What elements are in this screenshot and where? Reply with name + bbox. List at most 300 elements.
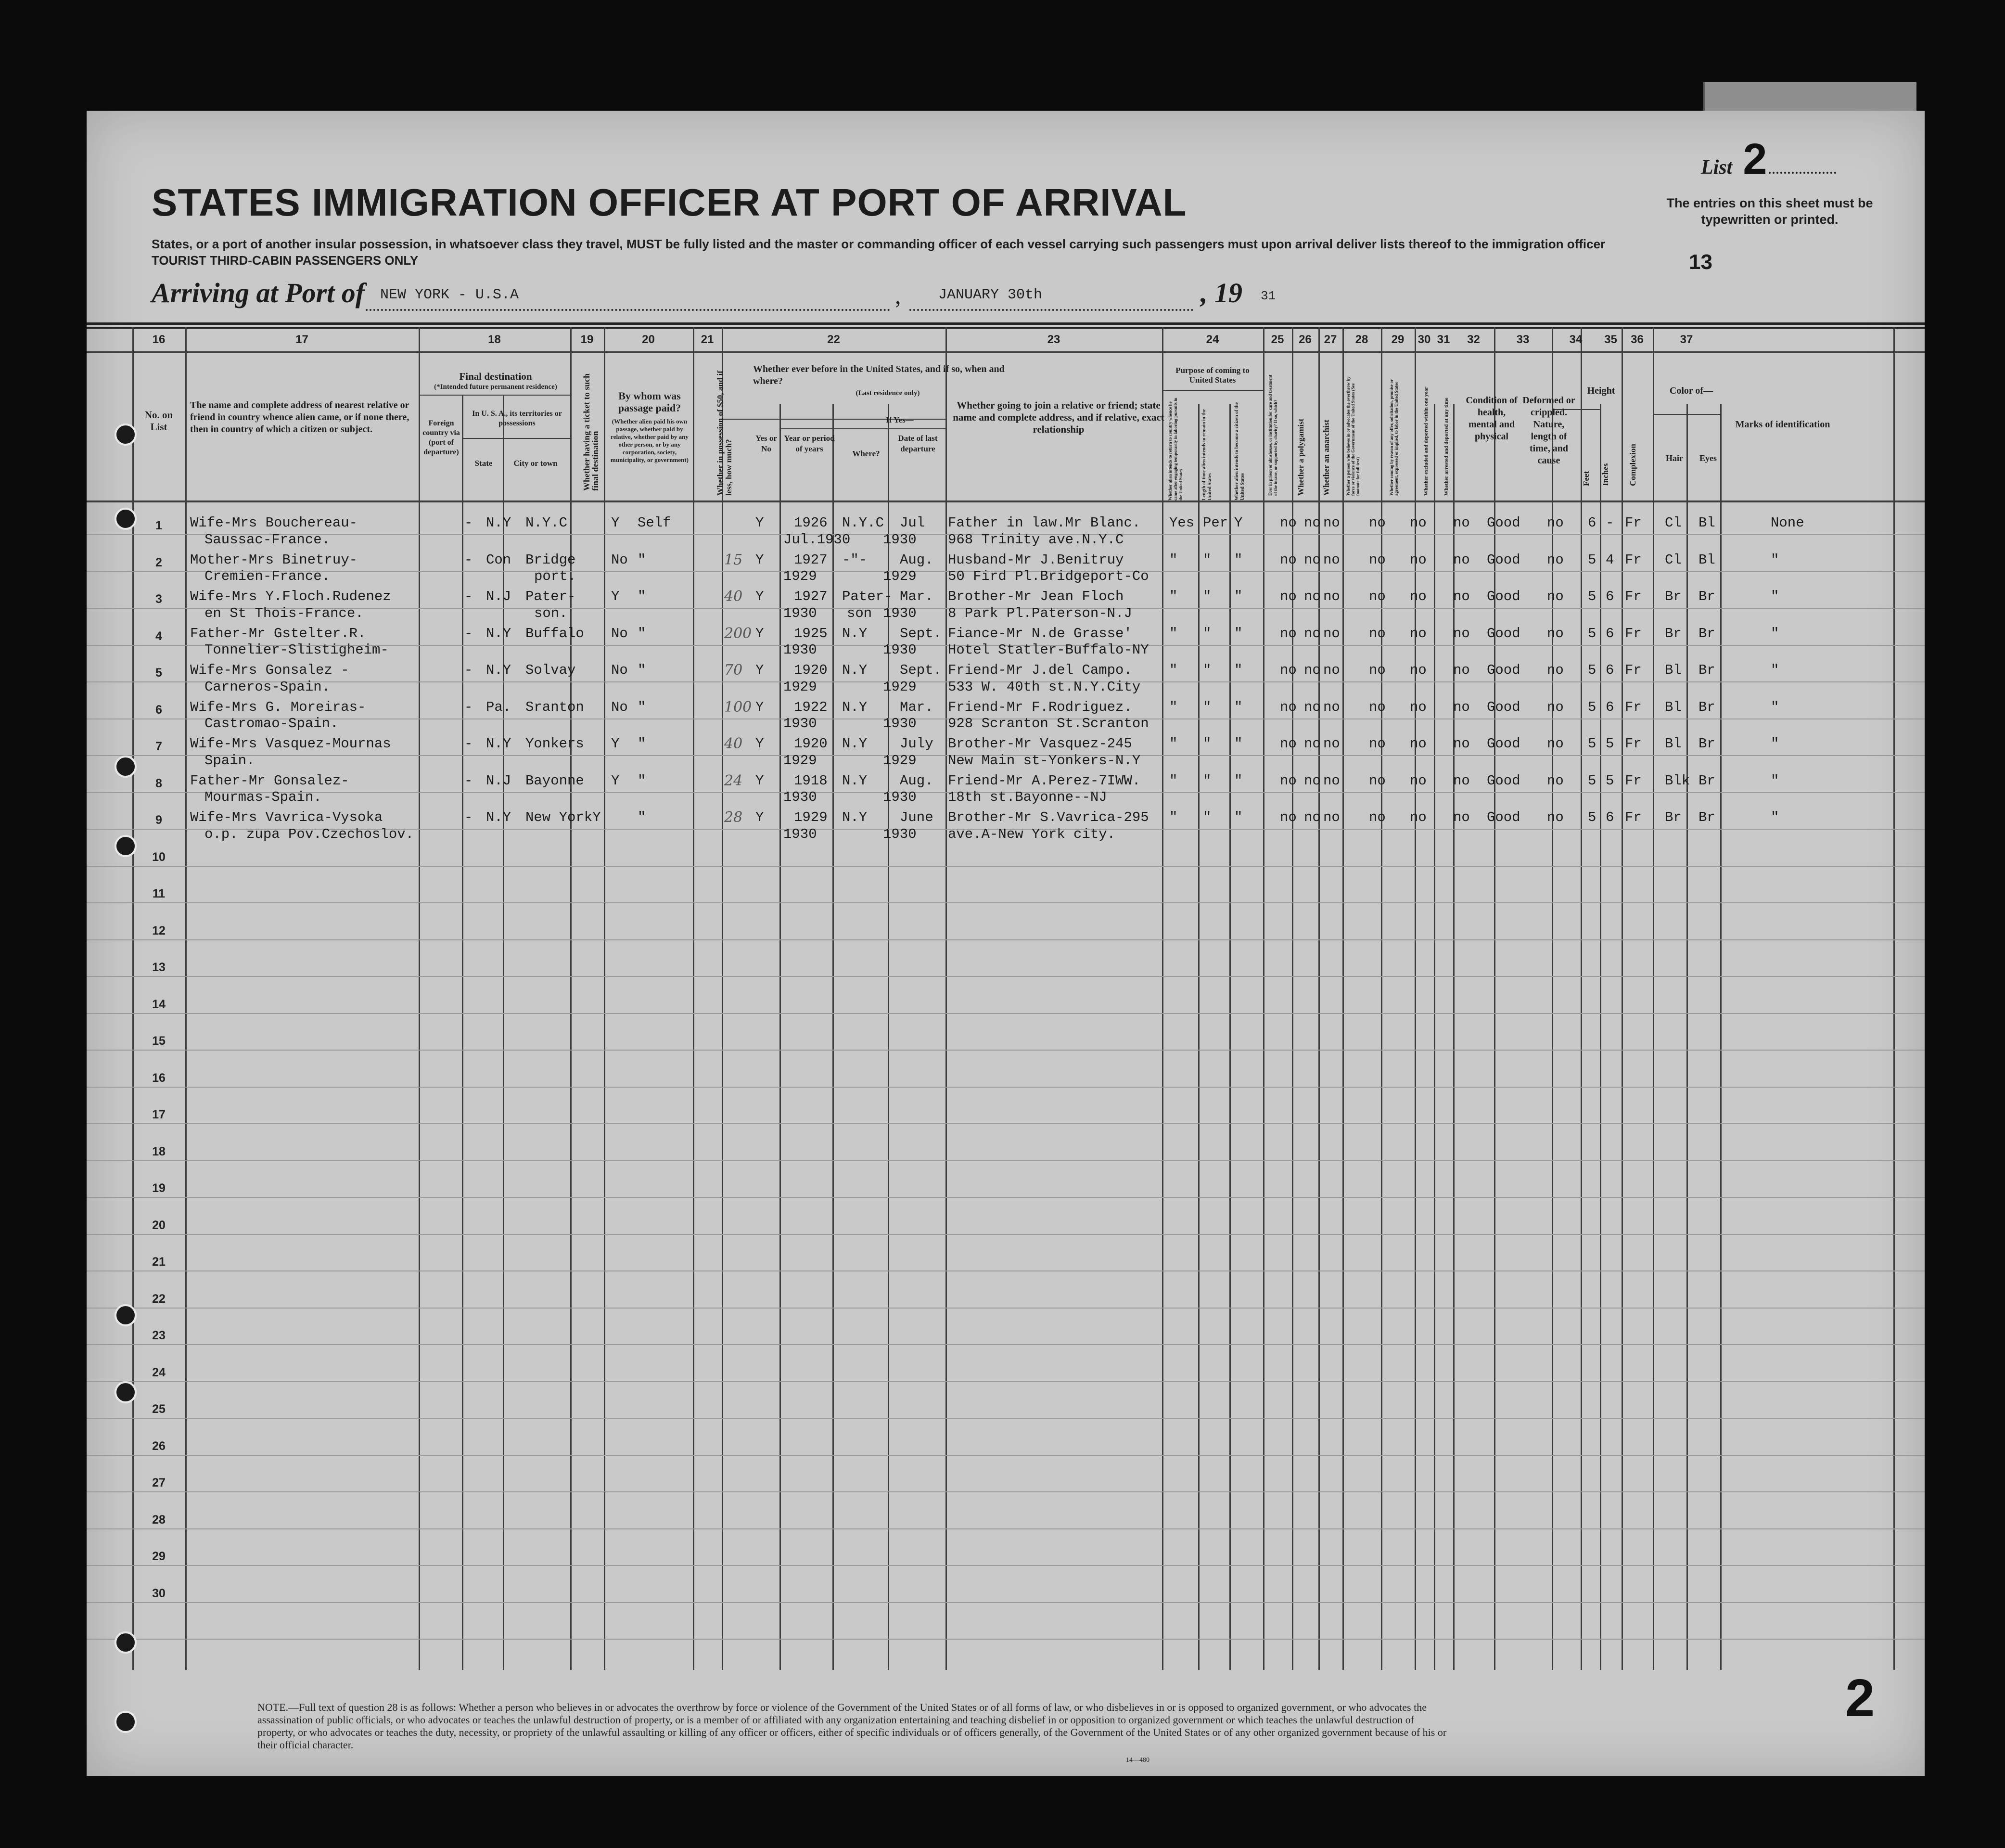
cell-inches: 6 xyxy=(1606,625,1614,642)
cell-rel2: Mourmas-Spain. xyxy=(204,789,322,806)
cell-feet: 5 xyxy=(1588,699,1596,715)
column-rule xyxy=(1686,404,1688,1670)
cell-c30: no xyxy=(1453,625,1470,642)
column-number: 21 xyxy=(701,333,714,346)
cell-feet: 5 xyxy=(1588,552,1596,568)
column-rule xyxy=(185,327,187,1670)
subheader-rule xyxy=(419,395,570,396)
row-rule xyxy=(87,1418,1925,1419)
cell-c27: no xyxy=(1323,662,1340,678)
cell-dep2: 1929 xyxy=(883,568,917,585)
cell-p2: " xyxy=(1203,736,1212,752)
cell-dep2: 1930 xyxy=(883,605,917,621)
cell-join2: 928 Scranton St.Scranton xyxy=(948,716,1149,732)
header-ticket: Whether having a ticket to such final destination xyxy=(582,373,600,491)
header-if-yes: If Yes— xyxy=(886,415,914,424)
cell-yr1: 1927 xyxy=(794,589,828,604)
cell-c30: no xyxy=(1453,809,1470,825)
cell-join2: ave.A-New York city. xyxy=(948,826,1116,842)
binder-hole xyxy=(115,835,137,857)
cell-p2: " xyxy=(1203,589,1212,604)
cell-hair: Br xyxy=(1665,625,1682,642)
cell-city1: New YorkY xyxy=(525,809,601,825)
row-number: 6 xyxy=(155,703,162,717)
row-number: 10 xyxy=(152,850,166,864)
row-number: 5 xyxy=(155,666,162,680)
row-rule xyxy=(87,976,1925,977)
cell-paid: " xyxy=(638,809,646,825)
column-rule xyxy=(419,327,420,1670)
column-rule xyxy=(832,404,834,1670)
row-number: 1 xyxy=(155,519,162,532)
cell-yr2: 1929 xyxy=(783,679,817,695)
row-number: 4 xyxy=(155,629,162,643)
cell-rel1: Father-Mr Gstelter.R. xyxy=(190,625,366,642)
binder-hole xyxy=(115,508,137,530)
cell-join1: Friend-Mr F.Rodriguez. xyxy=(948,699,1132,715)
cell-p2: " xyxy=(1203,662,1212,678)
page-mark: 2 xyxy=(1845,1668,1875,1728)
cell-yr2: 1929 xyxy=(783,568,817,585)
cell-dep1: Aug. xyxy=(900,772,933,789)
cell-c25: no xyxy=(1280,736,1297,752)
header-city: City or town xyxy=(513,459,558,468)
cell-p2: Per xyxy=(1203,515,1228,531)
cell-c27: no xyxy=(1323,772,1340,789)
header-yes-no: Yes or No xyxy=(755,434,777,453)
cell-yr2: 1930 xyxy=(783,642,817,658)
cell-inches: 5 xyxy=(1606,772,1614,789)
cell-city2: port. xyxy=(534,568,576,585)
cell-p2: " xyxy=(1203,625,1212,642)
cell-p1: " xyxy=(1169,662,1178,678)
cell-paid: " xyxy=(638,736,646,752)
cell-paid: " xyxy=(638,662,646,678)
row-rule xyxy=(87,1639,1925,1640)
column-rule xyxy=(503,395,504,1670)
row-number: 19 xyxy=(152,1181,166,1195)
cell-c28: no xyxy=(1369,772,1386,789)
cell-p2: " xyxy=(1203,699,1212,715)
row-number: 23 xyxy=(152,1329,166,1342)
header-before-us: Whether ever before in the United States, and if so, when and where? (Last residence only) xyxy=(753,364,1005,397)
cell-where1: N.Y xyxy=(842,699,868,715)
row-number: 20 xyxy=(152,1218,166,1232)
cell-marks: " xyxy=(1771,736,1779,752)
cell-c26: no xyxy=(1304,552,1321,568)
cell-yn: Y xyxy=(755,699,764,715)
cell-feet: 5 xyxy=(1588,662,1596,678)
cell-paid: " xyxy=(638,552,646,568)
cell-where1: N.Y xyxy=(842,662,868,678)
cell-city1: Pater- xyxy=(525,589,576,604)
row-rule xyxy=(87,1381,1925,1382)
cell-deformed: no xyxy=(1547,736,1564,752)
column-number: 26 xyxy=(1299,333,1312,346)
row-rule xyxy=(87,1270,1925,1271)
cell-c29: no xyxy=(1410,736,1427,752)
row-rule xyxy=(87,939,1925,940)
cell-yn: Y xyxy=(755,662,764,678)
row-rule xyxy=(87,1050,1925,1051)
cell-health: Good xyxy=(1487,589,1520,604)
column-rule xyxy=(1622,327,1623,1670)
cell-rel2: Tonnelier-Slistigheim- xyxy=(204,642,389,658)
cell-p3: " xyxy=(1234,699,1243,715)
row-rule xyxy=(87,1234,1925,1235)
list-value: 2 xyxy=(1743,135,1767,183)
row-rule xyxy=(87,1602,1925,1603)
cell-dep2: 1929 xyxy=(883,679,917,695)
cell-c30: no xyxy=(1453,772,1470,789)
cell-yn: Y xyxy=(755,515,764,531)
cell-c25: no xyxy=(1280,772,1297,789)
cell-eyes: Br xyxy=(1699,699,1715,715)
header-hair: Hair xyxy=(1666,453,1683,463)
cell-feet: 5 xyxy=(1588,736,1596,752)
row-rule xyxy=(87,1455,1925,1456)
column-number: 22 xyxy=(827,333,840,346)
cell-health: Good xyxy=(1487,662,1520,678)
column-rule xyxy=(945,327,947,1670)
column-number: 23 xyxy=(1047,333,1060,346)
cell-state: N.Y xyxy=(486,662,511,678)
cell-c27: no xyxy=(1323,552,1340,568)
cell-rel2: Carneros-Spain. xyxy=(204,679,331,695)
header-color-of: Color of— xyxy=(1669,385,1713,396)
cell-health: Good xyxy=(1487,809,1520,825)
column-rule xyxy=(1893,327,1895,1670)
cell-yr1: 1925 xyxy=(794,625,828,642)
cell-feet: 5 xyxy=(1588,589,1596,604)
cell-state: Pa. xyxy=(486,699,511,715)
column-rule xyxy=(1720,404,1722,1670)
column-number: 20 xyxy=(642,333,655,346)
cell-c28: no xyxy=(1369,809,1386,825)
row-rule xyxy=(87,1123,1925,1124)
header-money: Whether in possession of $50, and if less, how much? xyxy=(715,371,733,496)
cell-join1: Brother-Mr Vasquez-245 xyxy=(948,736,1132,752)
row-number: 8 xyxy=(155,776,162,790)
binder-hole xyxy=(115,1304,137,1326)
column-number: 34 xyxy=(1569,333,1583,346)
header-purpose-length: Length of time alien intends to remain in the United States xyxy=(1201,409,1213,500)
cell-join1: Friend-Mr A.Perez-7IWW. xyxy=(948,772,1141,789)
cell-rel1: Wife-Mrs Gonsalez - xyxy=(190,662,349,678)
cell-c25: no xyxy=(1280,552,1297,568)
cell-health: Good xyxy=(1487,736,1520,752)
cell-complexion: Fr xyxy=(1625,772,1642,789)
cell-p1: " xyxy=(1169,772,1178,789)
header-date-last-departure: Date of last departure xyxy=(898,434,938,453)
cell-c30: no xyxy=(1453,736,1470,752)
cell-dep2: 1930 xyxy=(883,716,917,732)
header-where: Where? xyxy=(852,449,880,458)
column-number: 29 xyxy=(1391,333,1405,346)
cell-where1: N.Y xyxy=(842,736,868,752)
column-rule xyxy=(722,327,723,1670)
cell-feet: 5 xyxy=(1588,809,1596,825)
cell-c29: no xyxy=(1410,552,1427,568)
row-number: 16 xyxy=(152,1071,166,1085)
cell-dep2: 1930 xyxy=(883,531,917,548)
cell-c28: no xyxy=(1369,589,1386,604)
cell-eyes: Bl xyxy=(1699,552,1715,568)
row-number: 28 xyxy=(152,1513,166,1527)
cell-city1: Solvay xyxy=(525,662,576,678)
cell-city1: Bridge xyxy=(525,552,576,568)
column-rule xyxy=(1581,327,1582,1670)
manifest-sheet: List 2 STATES IMMIGRATION OFFICER AT PORT OF ARRIVAL The entries on this sheet must be typewritten or printed. States, or a port of another insular possession, in whatsoever class they travel, MUST be fully listed and the master or commanding officer of each vessel carrying such passengers must upon arrival deliver lists thereof to the immigration officer TOURIST THIRD-CABIN PASSENGERS ONLY 13 Arriving at Port of NEW YORK - U.S.A , JANUARY 30th , 19 31 16 17 18 19 20 21 22 23 24 25 26 27 28 29 30 31 32 33 34 35 36 37 No. on List The name and complete address of nearest relative or friend in country whence alien came, or if none there, then in country of which a citizen or subject. Final destination (*Intended future permanent residence) Foreign country via (port of departure) In U. S. A., its territories or possessions State City or town Whether having a ticket to such final destination By whom was passage paid? (Whether alien paid his own passage, whether paid by relative, whether paid by any other person, or by any corporation, society, municipality, or government) Whether in possession of $50, and if less, how much? Whether ever before in the United States, and if so, when and where? (Last residence only) Yes or No If Yes— Year or period of years Where? Date of last departure Whether going to join a relative or friend; state name and complete address, and if relative, exact relationship Purpose of coming to United States Whether alien intends to return to country whence he came after engaging temporarily in laboring pursuits in the United States Length of time alien intends to remain in the United States Whether alien intends to become a citizen of the United States Ever in prison or almshouse, or institution for care and treatment of the insane, or supported by charity? If so, which? Whether a polygamist Whether an anarchist Whether a person who believes in or advocates the overthrow by force or violence of the Government of the United States (See footnote for full text) Whether coming by reason of any offer, solicitation, promise or agreement, expressed or implied, to labor in the United States Whether excluded and deported within one year Whether arrested and deported at any time Condition of health, mental and physical Deformed or crippled. Nature, length of time, and cause Height Feet Inches Complexion Color of— Hair Eyes Marks of identification 1 2 3 4 5 6 7 8 9 10 11 12 13 14 15 16 17 18 19 20 21 22 23 24 25 26 27 28 29 30 Wife-Mrs Bouchereau- Saussac-France. - N.Y N.Y.C Y Self Y 1926 Jul.1930 N.Y.C Jul 1930 Father in law.Mr Blanc. 968 Trinity ave.N.Y.C Yes Per Y no no no no no no Good no 6 - Fr Cl Bl None Mother-Mrs Binetruy- Cremien-France. - Con Bridge port. No " 15 Y 1927 1929 -"- Aug. 1929 Husband-Mr J.Benitruy 50 Fird Pl.Bridgeport-Co " " " no no no no no no Good no 5 4 Fr Cl Bl " Wife-Mrs Y.Floch.Rudenez en St Thois-France. - N.J Pater- son. Y " 40 Y 1927 1930 Pater- son Mar. 1930 Brother-Mr Jean Floch 8 Park Pl.Paterson-N.J " " " no no no no no no Good no 5 6 Fr Br Br " Father-Mr Gstelter.R. Tonnelier-Slistigheim- - N.Y Buffalo No " 200 Y 1925 1930 N.Y Sept. 1930 Fiance-Mr N.de Grasse' Hotel Statler-Buffalo-NY " " " no no no no no no Good no 5 6 Fr Br Br " Wife-Mrs Gonsalez - Carneros-Spain. - N.Y Solvay No " 70 Y 1920 1929 N.Y Sept. 1929 Friend-Mr J.del Campo. 533 W. 40th st.N.Y.City " " " no no no no no no Good no 5 6 Fr Bl Br " Wife-Mrs G. Moreiras- Castromao-Spain. - Pa. Sranton No " 100 Y 1922 1930 N.Y Mar. 1930 Friend-Mr F.Rodriguez. 928 Scranton St.Scranton " " " no no no no no no Good no 5 6 Fr Bl Br " Wife-Mrs Vasquez-Mournas Spain. - N.Y Yonkers Y " 40 Y 1920 1929 N.Y July 1929 Brother-Mr Vasquez-245 New Main st-Yonkers-N.Y " " " no no no no no no Good no 5 5 Fr Bl Br " Father-Mr Gonsalez- Mourmas-Spain. - N.J Bayonne Y " 24 Y 1918 1930 N.Y Aug. 1930 Friend-Mr A.Perez-7IWW. 18th st.Bayonne--NJ " " " no no no no no no Good no 5 5 Fr Blk Br " Wife-Mrs Vavrica-Vysoka o.p. zupa Pov.Czechoslov. - N.Y New YorkY " 28 Y 1929 1930 N.Y June 1930 Brother-Mr S.Vavrica-295 ave.A-New York city. " " " no no no no no no Good no 5 6 Fr Br Br " NOTE.—Full text of question 28 is as follows: Whether a person who believes in or advocates the overthrow by force or violence of the Government of the United States or of all forms of law, or who disbelieves in or is opposed to organized government, or who advocates the assassination of public officials, or who advocates or teaches the unlawful destruction of property, or is a member of or affiliated with any organization entertaining and teaching disbelief in or opposition to organized government or which teaches the unlawful destruction of property, or who advocates or teaches the duty, necessity, or propriety of the unlawful assaulting or killing of any officer or officers, either of specific individuals or of officers generally, of the Government of the United States or of any other organized government because of his or their official character. 14—480 2 xyxy=(87,111,1925,1776)
cell-complexion: Fr xyxy=(1625,552,1642,568)
cell-dep1: Sept. xyxy=(900,662,942,678)
column-rule xyxy=(693,327,694,1670)
row-number: 25 xyxy=(152,1402,166,1416)
cell-p3: " xyxy=(1234,736,1243,752)
cell-complexion: Fr xyxy=(1625,736,1642,752)
cell-p3: " xyxy=(1234,625,1243,642)
cell-join1: Brother-Mr S.Vavrica-295 xyxy=(948,809,1149,825)
cell-c26: no xyxy=(1304,662,1321,678)
cell-money: 200 xyxy=(724,625,752,642)
column-rule xyxy=(1342,327,1344,1670)
cell-rel2: Cremien-France. xyxy=(204,568,331,585)
cell-rel1: Wife-Mrs Y.Floch.Rudenez xyxy=(190,589,391,604)
cell-c29: no xyxy=(1410,809,1427,825)
cell-rel1: Mother-Mrs Binetruy- xyxy=(190,552,358,568)
cell-c26: no xyxy=(1304,625,1321,642)
cell-c26: no xyxy=(1304,515,1321,531)
binder-hole xyxy=(115,1711,137,1733)
cell-c29: no xyxy=(1410,589,1427,604)
column-number: 19 xyxy=(580,333,594,346)
cell-state: N.J xyxy=(486,589,511,604)
cell-p1: " xyxy=(1169,736,1178,752)
sheet-number: 13 xyxy=(1689,250,1712,274)
cell-c30: no xyxy=(1453,699,1470,715)
cell-c27: no xyxy=(1323,589,1340,604)
cell-c25: no xyxy=(1280,625,1297,642)
cell-c26: no xyxy=(1304,736,1321,752)
header-joining: Whether going to join a relative or friend; state name and complete address, and if relative, exact relationship xyxy=(953,399,1164,435)
header-no-on-list: No. on List xyxy=(144,409,173,433)
cell-complexion: Fr xyxy=(1625,809,1642,825)
header-inches: Inches xyxy=(1601,463,1610,486)
cell-dep2: 1930 xyxy=(883,789,917,806)
column-rule xyxy=(779,404,781,1670)
cell-dep1: July xyxy=(900,736,933,752)
cell-join2: 533 W. 40th st.N.Y.City xyxy=(948,679,1141,695)
binder-hole xyxy=(115,1381,137,1403)
cell-c26: no xyxy=(1304,589,1321,604)
row-number: 11 xyxy=(152,887,166,900)
cell-feet: 5 xyxy=(1588,772,1596,789)
column-rule xyxy=(1263,327,1264,1670)
cell-p1: " xyxy=(1169,589,1178,604)
cell-join1: Fiance-Mr N.de Grasse' xyxy=(948,625,1132,642)
cell-complexion: Fr xyxy=(1625,625,1642,642)
cell-c28: no xyxy=(1369,625,1386,642)
cell-foreign: - xyxy=(464,699,473,715)
cell-where1: N.Y xyxy=(842,772,868,789)
cell-deformed: no xyxy=(1547,699,1564,715)
cell-c30: no xyxy=(1453,662,1470,678)
form-title: STATES IMMIGRATION OFFICER AT PORT OF ARRIVAL xyxy=(152,181,1187,224)
cell-where1: N.Y xyxy=(842,809,868,825)
cell-inches: 6 xyxy=(1606,809,1614,825)
cell-rel1: Wife-Mrs Vasquez-Mournas xyxy=(190,736,391,752)
cell-foreign: - xyxy=(464,589,473,604)
cell-feet: 5 xyxy=(1588,625,1596,642)
cell-ticket: Y xyxy=(611,772,620,789)
cell-paid: " xyxy=(638,589,646,604)
cell-yr1: 1922 xyxy=(794,699,828,715)
cell-marks: " xyxy=(1771,699,1779,715)
header-condition: Condition of health, mental and physical xyxy=(1466,395,1518,442)
cell-deformed: no xyxy=(1547,589,1564,604)
cell-yr2: 1930 xyxy=(783,826,817,842)
cell-city1: N.Y.C xyxy=(525,515,568,531)
cell-c30: no xyxy=(1453,589,1470,604)
cell-yr2: 1930 xyxy=(783,716,817,732)
cell-c29: no xyxy=(1410,515,1427,531)
cell-c30: no xyxy=(1453,552,1470,568)
cell-hair: Br xyxy=(1665,809,1682,825)
row-rule xyxy=(87,902,1925,903)
cell-rel1: Father-Mr Gonsalez- xyxy=(190,772,349,789)
cell-hair: Bl xyxy=(1665,736,1682,752)
header-q31: Whether arrested and deported at any time xyxy=(1443,398,1449,496)
row-number: 27 xyxy=(152,1476,166,1489)
cell-join2: 8 Park Pl.Paterson-N.J xyxy=(948,605,1132,621)
column-rule xyxy=(462,395,463,1670)
header-purpose-return: Whether alien intends to return to country whence he came after engaging temporarily in laboring pursuits in the United States xyxy=(1168,398,1183,500)
cell-rel2: Saussac-France. xyxy=(204,531,331,548)
column-rule xyxy=(1162,327,1163,1670)
cell-hair: Blk xyxy=(1665,772,1690,789)
cell-p1: " xyxy=(1169,625,1178,642)
column-number: 32 xyxy=(1467,333,1480,346)
cell-join1: Friend-Mr J.del Campo. xyxy=(948,662,1132,678)
row-number: 29 xyxy=(152,1550,166,1563)
cell-yr2: 1929 xyxy=(783,752,817,769)
cell-join2: New Main st-Yonkers-N.Y xyxy=(948,752,1141,769)
cell-eyes: Br xyxy=(1699,589,1715,604)
cell-c29: no xyxy=(1410,772,1427,789)
cell-p3: " xyxy=(1234,589,1243,604)
cell-c30: no xyxy=(1453,515,1470,531)
cell-complexion: Fr xyxy=(1625,662,1642,678)
cell-rel2: o.p. zupa Pov.Czechoslov. xyxy=(204,826,414,842)
cell-dep1: Mar. xyxy=(900,589,933,604)
row-rule xyxy=(87,1160,1925,1161)
cell-money: 100 xyxy=(724,698,752,716)
date-value: JANUARY 30th xyxy=(938,287,1043,303)
column-number: 24 xyxy=(1206,333,1219,346)
header-paid-by: By whom was passage paid? (Whether alien paid his own passage, whether paid by relative, whether paid by any other person, or by any corporation, society, municipality, or government) xyxy=(611,390,689,463)
cell-c28: no xyxy=(1369,699,1386,715)
cell-rel2: Castromao-Spain. xyxy=(204,716,339,732)
column-number: 16 xyxy=(152,333,166,346)
arriving-label: Arriving at Port of xyxy=(152,277,365,308)
column-number: 31 xyxy=(1437,333,1450,346)
cell-yn: Y xyxy=(755,736,764,752)
subheader-rule xyxy=(462,438,570,439)
cell-yn: Y xyxy=(755,809,764,825)
cell-complexion: Fr xyxy=(1625,589,1642,604)
cell-eyes: Br xyxy=(1699,625,1715,642)
header-purpose: Purpose of coming to United States xyxy=(1175,366,1250,385)
cell-join2: 50 Fird Pl.Bridgeport-Co xyxy=(948,568,1149,585)
column-number: 18 xyxy=(488,333,501,346)
cell-paid: " xyxy=(638,625,646,642)
header-q28: Whether a person who believes in or advocates the overthrow by force or violence of the Government of the United States (See footnote for full text) xyxy=(1346,376,1360,496)
binder-hole xyxy=(115,756,137,778)
row-rule xyxy=(87,866,1925,867)
cell-health: Good xyxy=(1487,515,1520,531)
cell-join2: 18th st.Bayonne--NJ xyxy=(948,789,1107,806)
cell-foreign: - xyxy=(464,809,473,825)
cell-deformed: no xyxy=(1547,772,1564,789)
header-complexion: Complexion xyxy=(1628,444,1637,486)
footnote-q28: NOTE.—Full text of question 28 is as follows: Whether a person who believes in or advocates the overthrow by force or violence of the Government of the United States or of all forms of law, or who disbelieves in or is opposed to organized government, or who advocates the assassination of public officials, or who advocates or teaches the unlawful destruction of property, or is a member of or affiliated with any organization entertaining and teaching disbelief in or opposition to organized government or which teaches the unlawful destruction of property, or who advocates or teaches the duty, necessity, or propriety of the unlawful assaulting or killing of any officer or officers, either of specific individuals or of officers generally, of the Government of the United States or of any other organized government because of his or their official character. xyxy=(257,1701,1447,1751)
column-number: 17 xyxy=(295,333,308,346)
list-label: List xyxy=(1701,156,1733,179)
column-rule xyxy=(1653,327,1654,1670)
cell-yn: Y xyxy=(755,625,764,642)
column-rule xyxy=(132,327,134,1670)
cell-paid: " xyxy=(638,699,646,715)
cell-p1: " xyxy=(1169,809,1178,825)
cell-marks: " xyxy=(1771,552,1779,568)
cell-paid: " xyxy=(638,772,646,789)
cell-c28: no xyxy=(1369,552,1386,568)
cell-hair: Cl xyxy=(1665,552,1682,568)
cell-rel1: Wife-Mrs Bouchereau- xyxy=(190,515,358,531)
cell-c29: no xyxy=(1410,662,1427,678)
cell-p2: " xyxy=(1203,772,1212,789)
row-rule xyxy=(87,1528,1925,1529)
cell-join2: Hotel Statler-Buffalo-NY xyxy=(948,642,1149,658)
year-suffix: 31 xyxy=(1261,289,1276,303)
cell-yr1: 1920 xyxy=(794,736,828,752)
cell-health: Good xyxy=(1487,699,1520,715)
cell-eyes: Bl xyxy=(1699,515,1715,531)
header-polygamist: Whether a polygamist xyxy=(1296,418,1305,496)
cell-inches: 6 xyxy=(1606,662,1614,678)
cell-c25: no xyxy=(1280,589,1297,604)
cell-p1: " xyxy=(1169,699,1178,715)
cell-c28: no xyxy=(1369,736,1386,752)
cell-city1: Bayonne xyxy=(525,772,584,789)
cell-eyes: Br xyxy=(1699,772,1715,789)
column-rule xyxy=(1229,404,1231,1670)
row-number: 2 xyxy=(155,555,162,569)
cell-health: Good xyxy=(1487,625,1520,642)
cell-deformed: no xyxy=(1547,552,1564,568)
typewritten-note: The entries on this sheet must be typewritten or printed. xyxy=(1666,196,1873,227)
cell-inches: 4 xyxy=(1606,552,1614,568)
column-number: 28 xyxy=(1355,333,1368,346)
cell-ticket: No xyxy=(611,625,628,642)
cell-foreign: - xyxy=(464,552,473,568)
cell-where1: Pater- xyxy=(842,589,893,604)
cell-c25: no xyxy=(1280,515,1297,531)
cell-hair: Cl xyxy=(1665,515,1682,531)
cell-marks: " xyxy=(1771,662,1779,678)
row-number: 14 xyxy=(152,997,166,1011)
cell-rel1: Wife-Mrs Vavrica-Vysoka xyxy=(190,809,383,825)
